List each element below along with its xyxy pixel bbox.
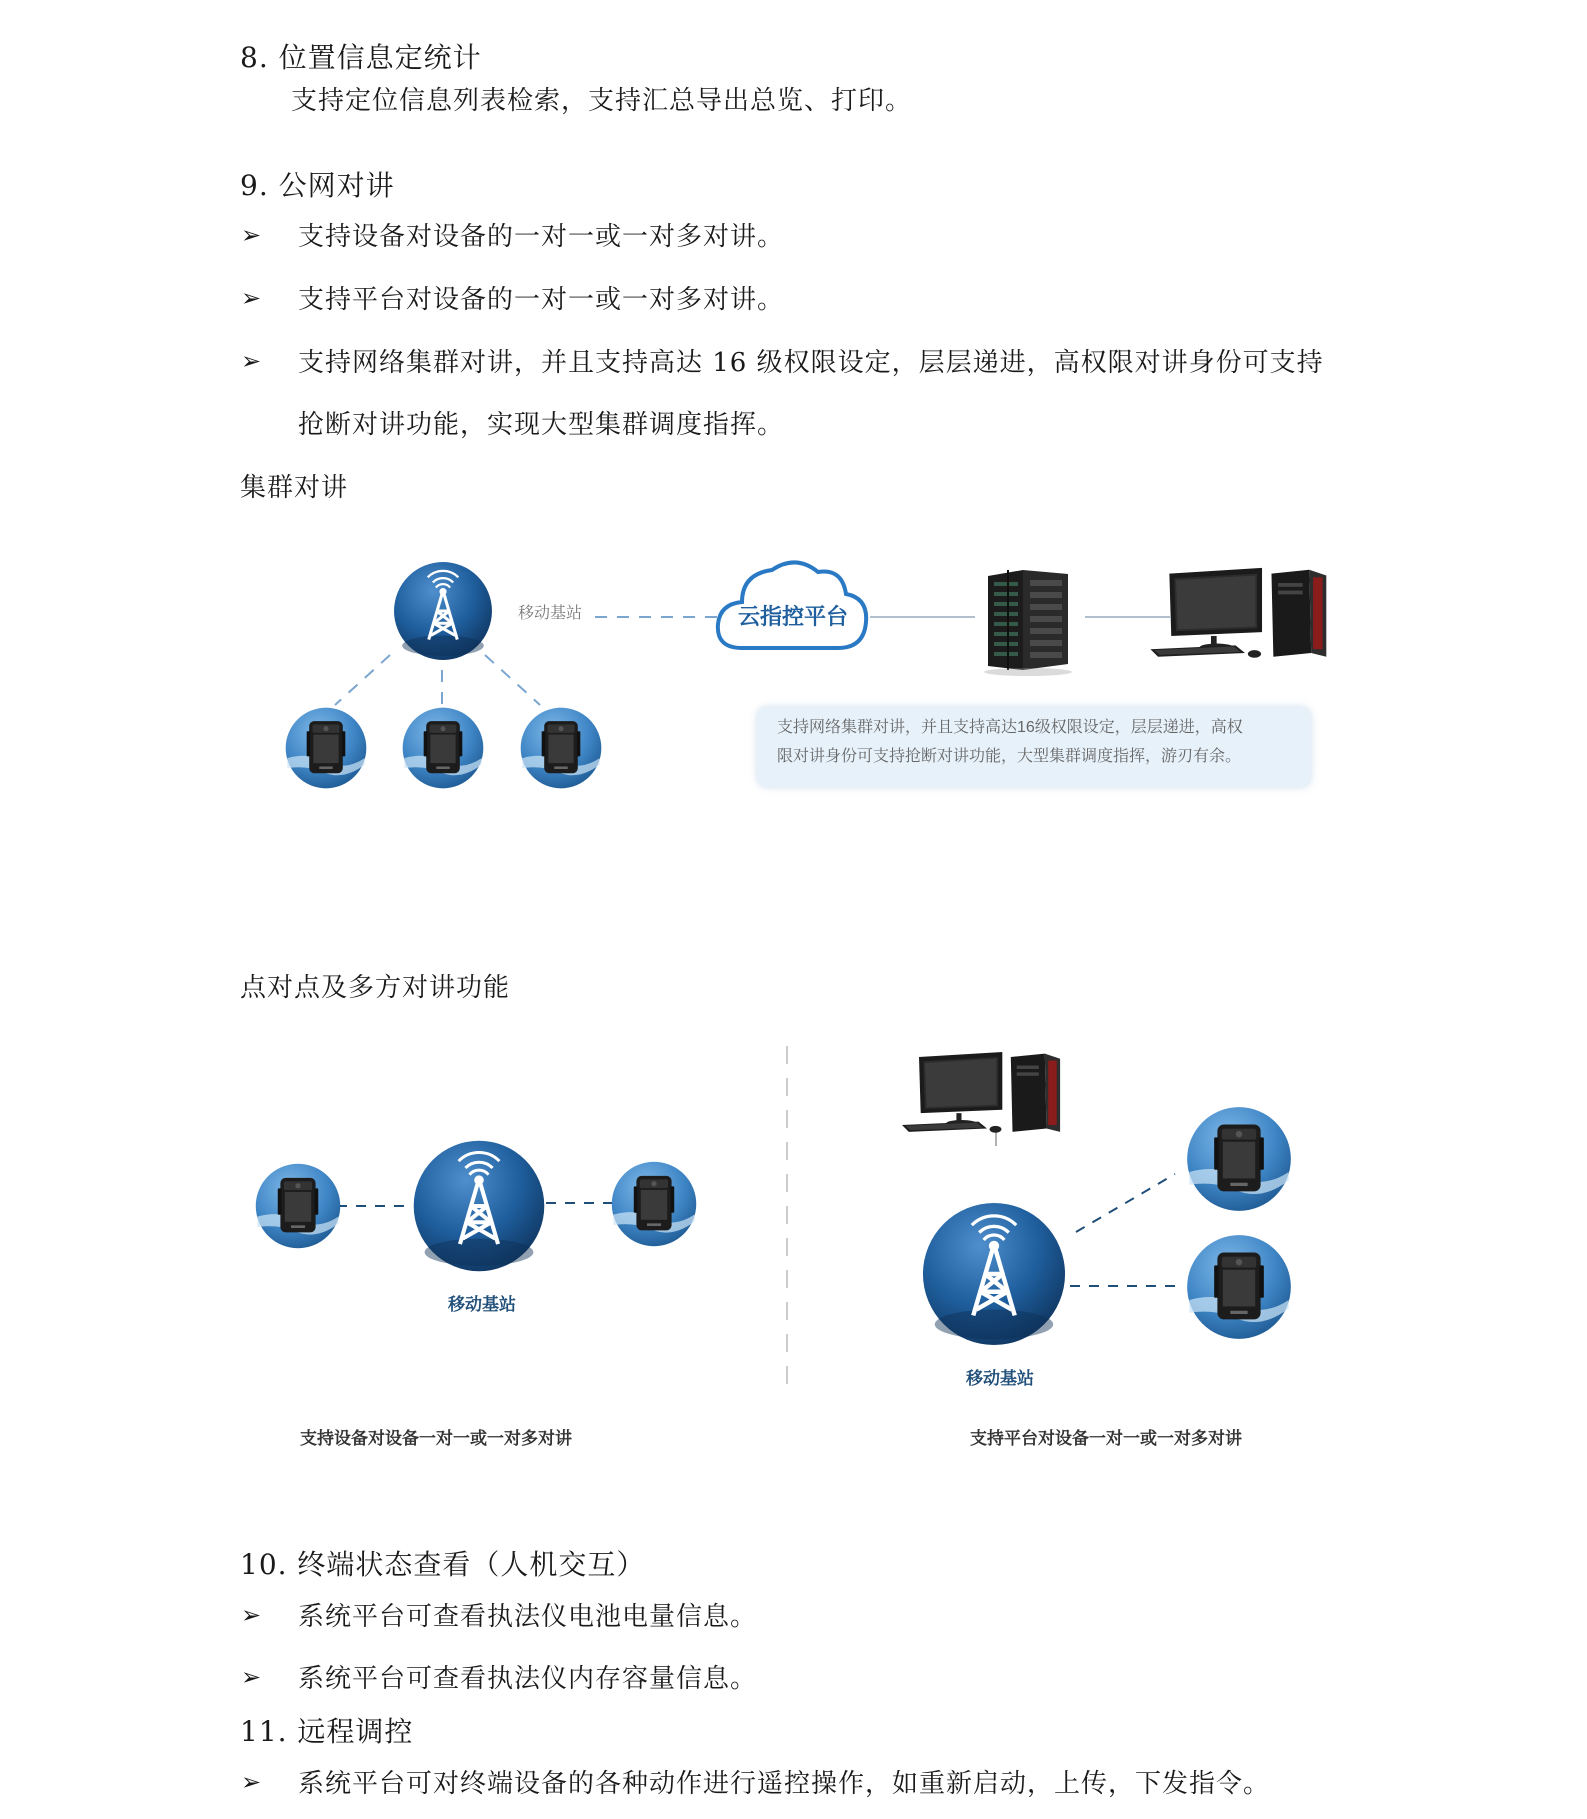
cluster-info-line-2: 限对讲身份可支持抢断对讲功能，大型集群调度指挥，游刃有余。 bbox=[777, 748, 1242, 765]
section-11-bullet-1: 系统平台可对终端设备的各种动作进行遥控操作，如重新启动，上传，下发指令。 bbox=[298, 1769, 1271, 1799]
bullet-arrow-icon: ➢ bbox=[241, 1601, 262, 1629]
section-9-bullet-3: 支持网络集群对讲，并且支持高达 16 级权限设定，层层递进，高权限对讲身份可支持 bbox=[298, 348, 1324, 378]
section-8-heading: 8. 位置信息定统计 bbox=[240, 41, 482, 74]
cluster-station-label: 移动基站 bbox=[518, 605, 583, 622]
section-10-bullet-1: 系统平台可查看执法仪电池电量信息。 bbox=[298, 1602, 758, 1632]
section-8-text: 支持定位信息列表检索，支持汇总导出总览、打印。 bbox=[291, 86, 913, 116]
device-icon bbox=[254, 1162, 342, 1250]
device-icon bbox=[1185, 1105, 1293, 1213]
p2p-right-caption: 支持平台对设备一对一或一对多对讲 bbox=[970, 1429, 1242, 1448]
bullet-arrow-icon: ➢ bbox=[241, 347, 262, 375]
base-station-icon bbox=[920, 1200, 1068, 1348]
section-10-heading: 10. 终端状态查看（人机交互） bbox=[240, 1548, 646, 1581]
bullet-arrow-icon: ➢ bbox=[241, 1663, 262, 1691]
p2p-title: 点对点及多方对讲功能 bbox=[240, 973, 511, 1003]
bullet-arrow-icon: ➢ bbox=[241, 1768, 262, 1796]
cluster-info-line-1: 支持网络集群对讲，并且支持高达16级权限设定，层层递进，高权 bbox=[777, 719, 1243, 736]
section-9-bullet-2: 支持平台对设备的一对一或一对多对讲。 bbox=[298, 285, 785, 315]
p2p-left-station-label: 移动基站 bbox=[448, 1295, 516, 1314]
p2p-right-station-label: 移动基站 bbox=[966, 1369, 1034, 1388]
section-9-heading: 9. 公网对讲 bbox=[240, 169, 395, 202]
device-icon bbox=[1185, 1233, 1293, 1341]
base-station-icon bbox=[411, 1138, 547, 1274]
p2p-left-caption: 支持设备对设备一对一或一对多对讲 bbox=[300, 1429, 572, 1448]
section-9-bullet-3-cont: 抢断对讲功能，实现大型集群调度指挥。 bbox=[298, 410, 785, 440]
cluster-title: 集群对讲 bbox=[240, 473, 349, 503]
section-11-heading: 11. 远程调控 bbox=[240, 1715, 414, 1748]
bullet-arrow-icon: ➢ bbox=[241, 284, 262, 312]
bullet-arrow-icon: ➢ bbox=[241, 221, 262, 249]
section-10-bullet-2: 系统平台可查看执法仪内存容量信息。 bbox=[298, 1664, 758, 1694]
device-icon bbox=[610, 1160, 698, 1248]
section-9-bullet-1: 支持设备对设备的一对一或一对多对讲。 bbox=[298, 222, 785, 252]
computer-icon bbox=[902, 1050, 1072, 1144]
cloud-platform-label: 云指控平台 bbox=[738, 604, 849, 629]
